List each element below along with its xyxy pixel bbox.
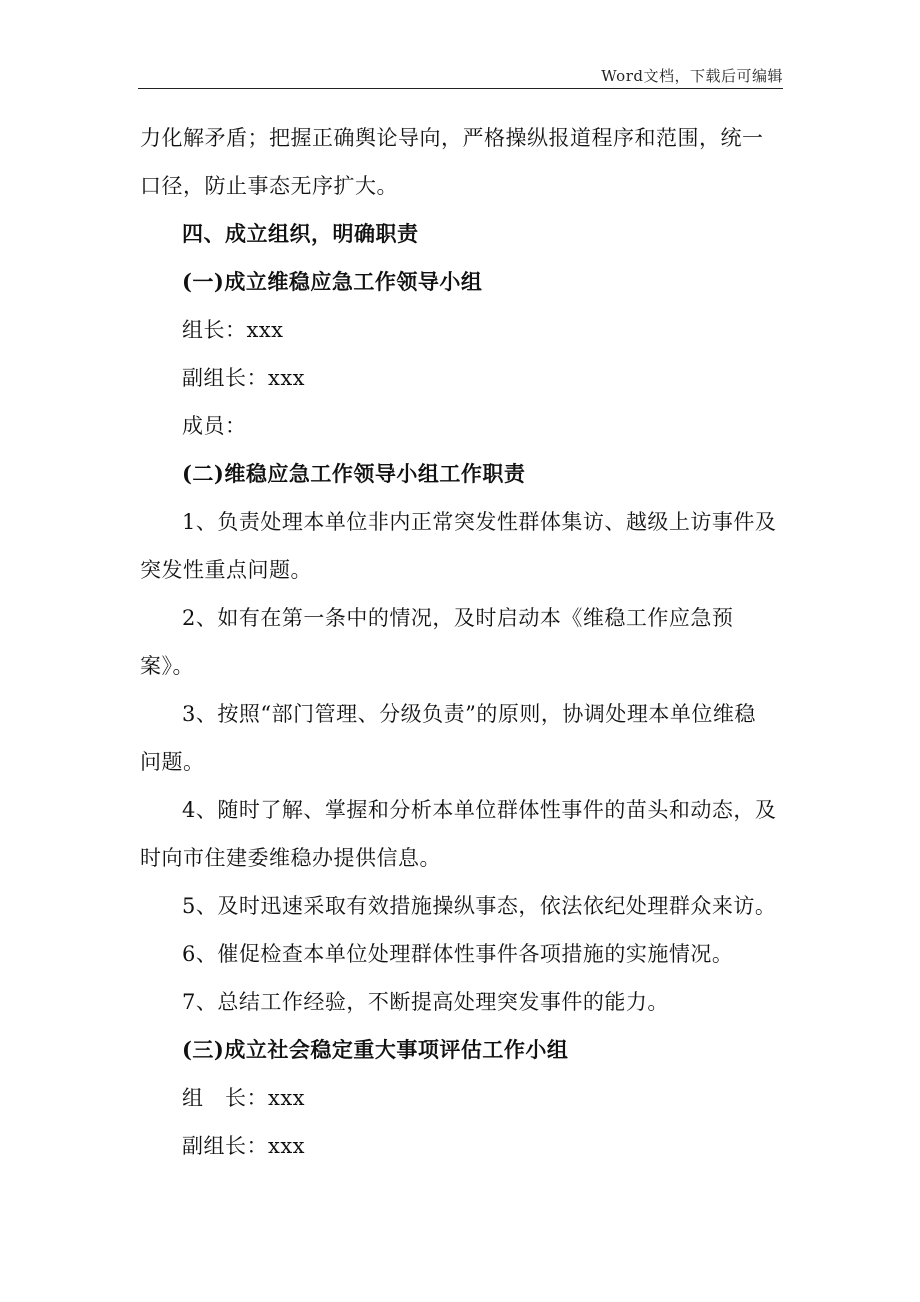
document-body [140, 114, 780, 1170]
list-item-line: 问题。 [140, 750, 205, 774]
list-item-line: 1、负责处理本单位非内正常突发性群体集访、越级上访事件及 [182, 510, 777, 534]
subsection-heading: (三)成立社会稳定重大事项评估工作小组 [182, 1037, 569, 1062]
list-item-line: 3、按照“部门管理、分级负责”的原则，协调处理本单位维稳 [182, 702, 756, 726]
page-header [138, 62, 783, 89]
text-line: 副组长：xxx [182, 1134, 306, 1158]
text-line: 力化解矛盾；把握正确舆论导向，严格操纵报道程序和范围，统一 [140, 126, 764, 150]
list-item-line: 突发性重点问题。 [140, 558, 312, 582]
list-item-line: 5、及时迅速采取有效措施操纵事态，依法依纪处理群众来访。 [182, 894, 777, 918]
subsection-heading: (一)成立维稳应急工作领导小组 [182, 269, 483, 294]
list-item-line: 6、催促检查本单位处理群体性事件各项措施的实施情况。 [182, 942, 734, 966]
text-line: 成员： [182, 414, 247, 438]
header-text: Word文档，下载后可编辑 [601, 67, 783, 85]
section-heading: 四、成立组织，明确职责 [182, 221, 419, 246]
list-item-line: 7、总结工作经验，不断提高处理突发事件的能力。 [182, 990, 669, 1014]
text-line: 组 长：xxx [182, 1086, 306, 1110]
list-item-line: 4、随时了解、掌握和分析本单位群体性事件的苗头和动态，及 [182, 798, 777, 822]
subsection-heading: (二)维稳应急工作领导小组工作职责 [182, 461, 526, 486]
text-line: 副组长：xxx [182, 366, 306, 390]
text-line: 组长：xxx [182, 318, 284, 342]
list-item-line: 案》。 [140, 654, 194, 678]
text-line: 口径，防止事态无序扩大。 [140, 174, 398, 198]
list-item-line: 2、如有在第一条中的情况，及时启动本《维稳工作应急预 [182, 606, 734, 630]
list-item-line: 时向市住建委维稳办提供信息。 [140, 846, 441, 870]
